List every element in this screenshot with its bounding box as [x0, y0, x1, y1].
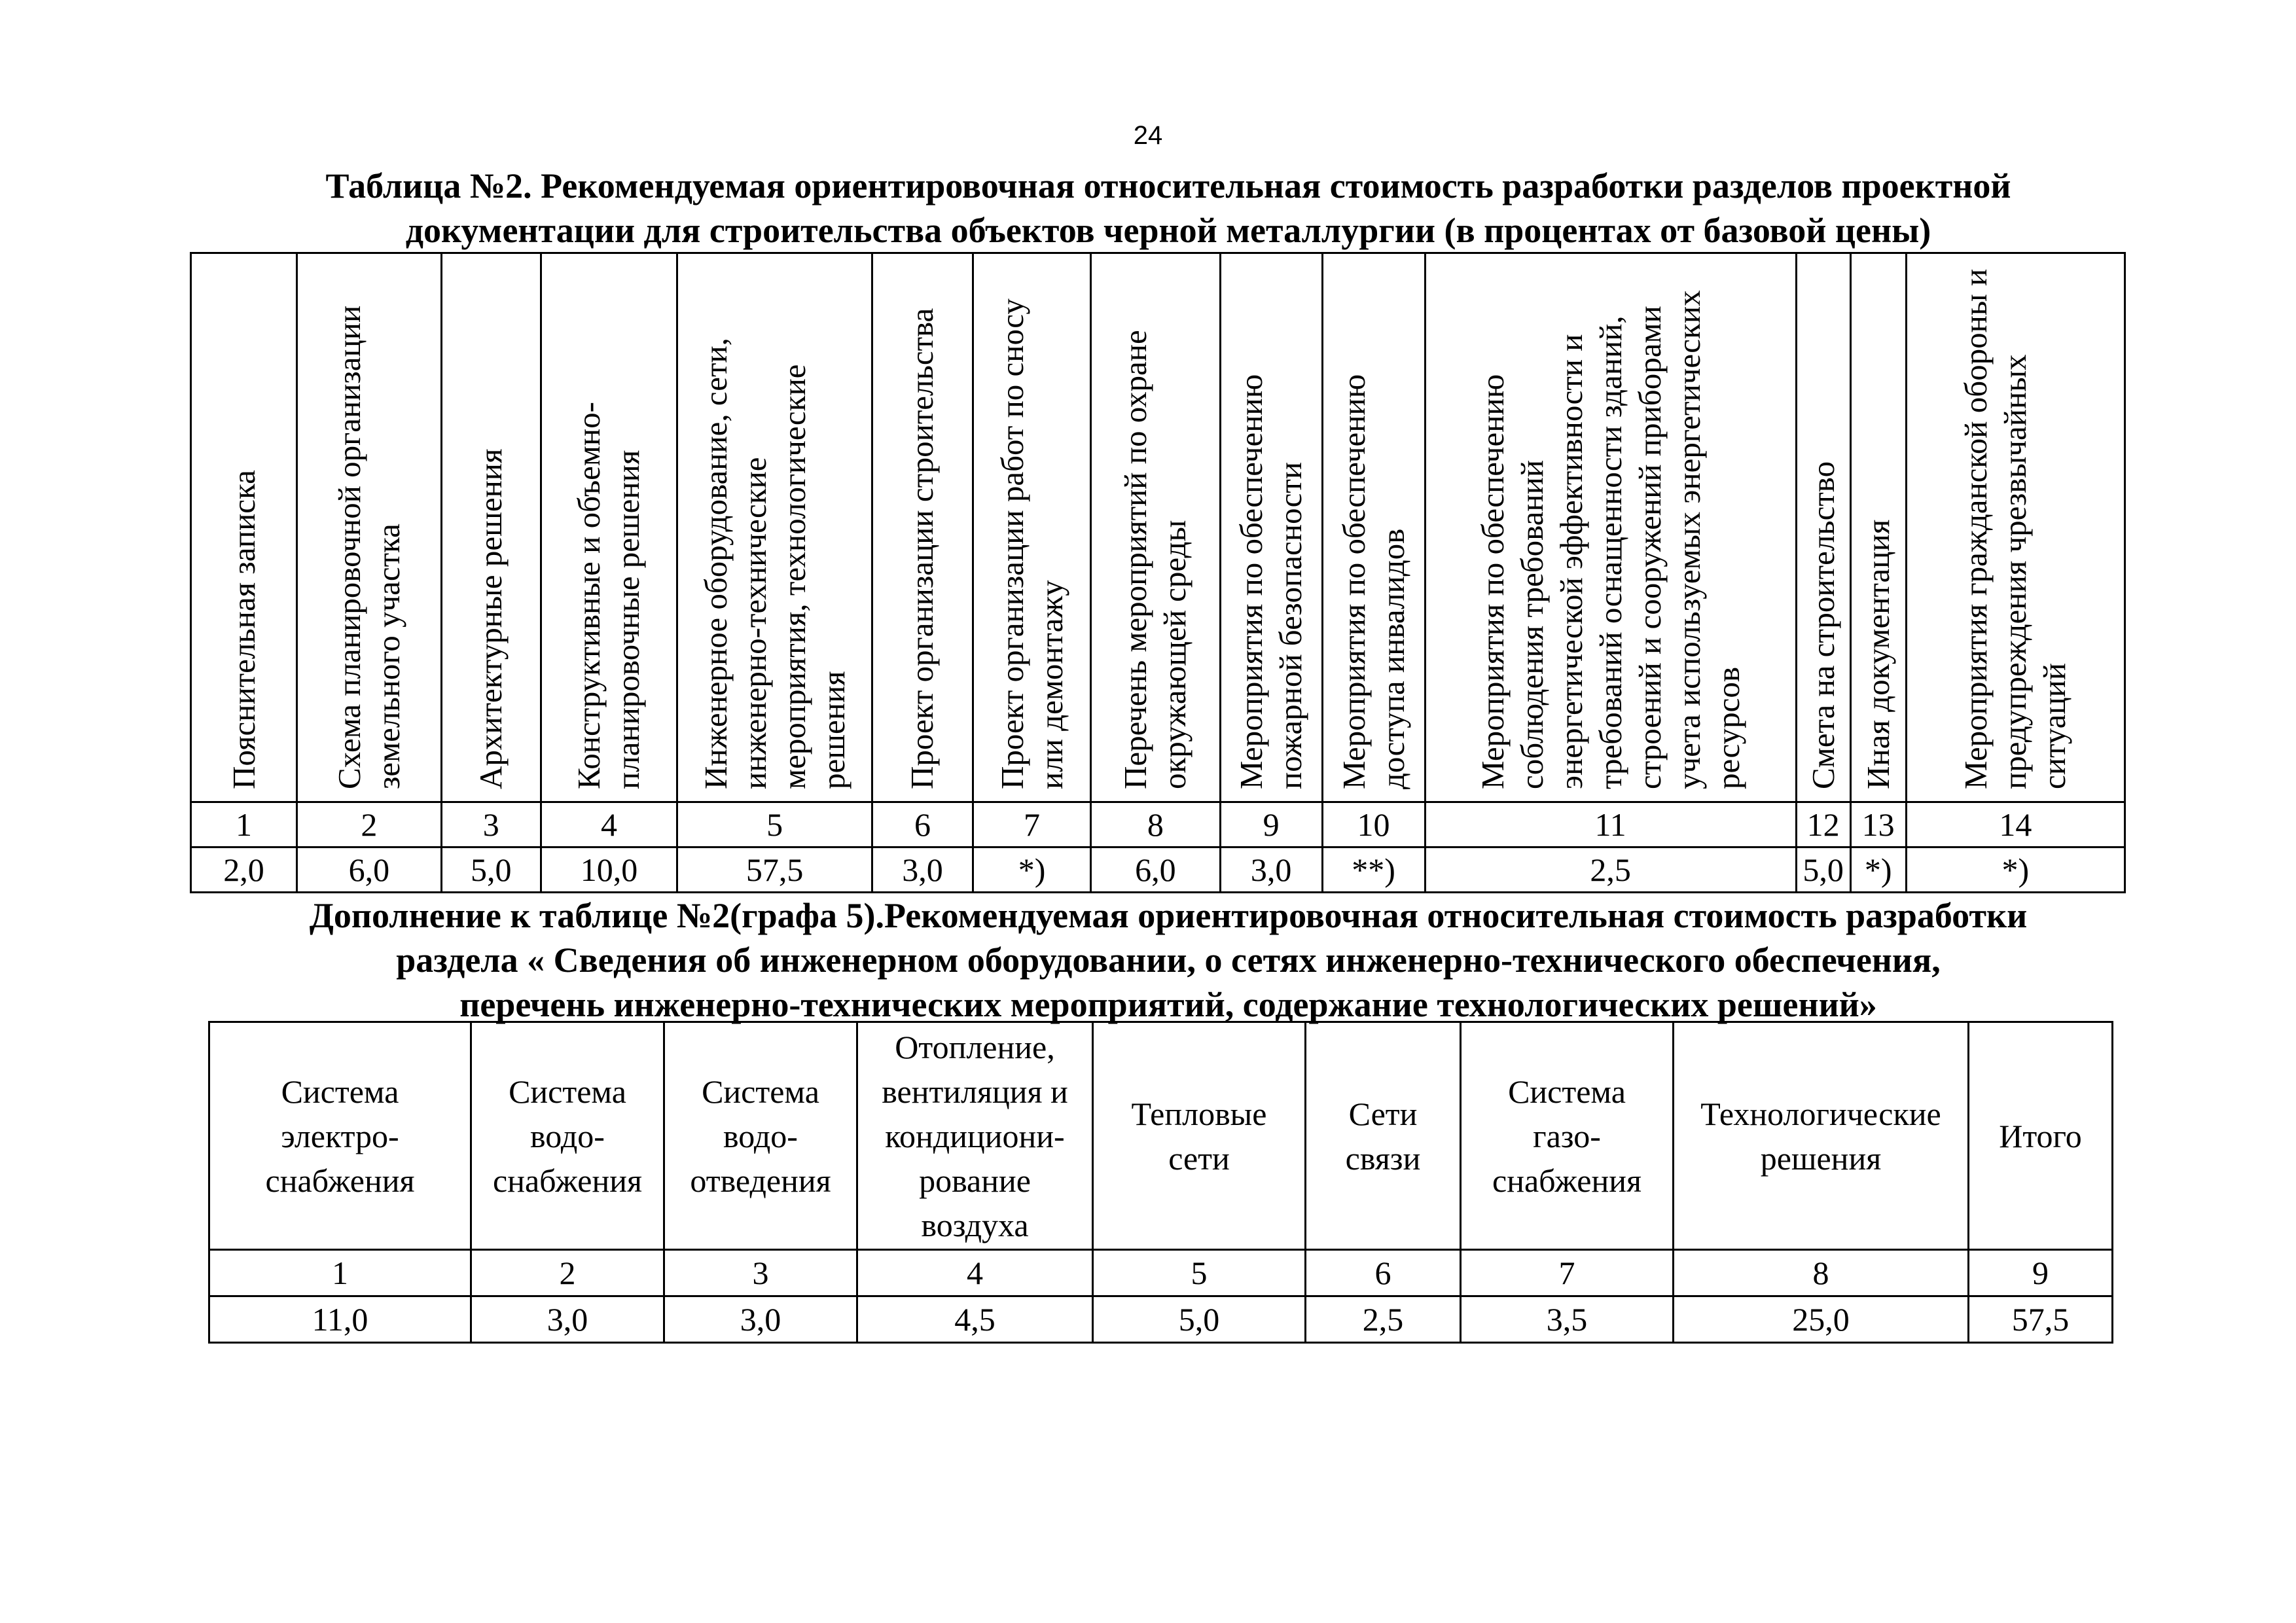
table1-column-number: 2 [297, 802, 442, 847]
table2-title-line: Дополнение к таблице №2(графа 5).Рекомендуемая ориентировочная относительная стоимость разработки [309, 896, 2028, 935]
table1-value-cell: 5,0 [441, 847, 541, 893]
table2-header-line: решения [1760, 1139, 1882, 1177]
table2-header-line: водо- [723, 1117, 798, 1154]
table1-value-cell: 5,0 [1796, 847, 1850, 893]
table1-column-number: 3 [441, 802, 541, 847]
table1-header-label: Архитектурные решения [473, 448, 509, 789]
table2-title-line: перечень инженерно-технических мероприятий, содержание технологических решений» [459, 985, 1877, 1024]
page-number: 24 [1133, 121, 1163, 150]
table2-header-cell [1461, 1022, 1674, 1250]
table1-value-cell: 3,0 [872, 847, 973, 893]
supplement-table [208, 1021, 2113, 1344]
table1-value-cell: *) [1850, 847, 1906, 893]
table1-header-label: Мероприятия гражданской обороны и предупреждения чрезвычайных ситуаций [1958, 268, 2073, 789]
table2-header-line: отведения [690, 1162, 831, 1199]
table1-value-cell: 57,5 [677, 847, 872, 893]
table1-header-label: Мероприятия по обеспечению доступа инвалидов [1335, 374, 1411, 789]
table1-header-label: Пояснительная записка [225, 470, 262, 789]
table1-header-cell [1796, 253, 1850, 802]
table2-header-line: связи [1345, 1139, 1421, 1177]
table2-header-line: воздуха [921, 1206, 1029, 1243]
table2-header-line: газо- [1533, 1117, 1601, 1154]
table1-number-row [191, 802, 2125, 847]
table2-header-cell [1674, 1022, 1969, 1250]
table2-header-line: Сети [1348, 1095, 1418, 1132]
table2-value-cell: 25,0 [1674, 1296, 1969, 1343]
table2-header-line: снабжения [265, 1162, 415, 1199]
table2-header-line: Итого [1999, 1117, 2082, 1154]
table1-value-cell: 6,0 [1091, 847, 1220, 893]
table2-column-number: 8 [1674, 1250, 1969, 1296]
table2-value-cell: 5,0 [1093, 1296, 1306, 1343]
table1-header-cell [441, 253, 541, 802]
table2-number-row [209, 1250, 2113, 1296]
table2-header-line: электро- [281, 1117, 399, 1154]
table2-column-number: 3 [664, 1250, 857, 1296]
table2-value-cell: 57,5 [1969, 1296, 2113, 1343]
table1-header-cell [297, 253, 442, 802]
table2-column-number: 1 [209, 1250, 471, 1296]
table1-header-cell [1906, 253, 2125, 802]
table1-value-cell: *) [1906, 847, 2125, 893]
table2-value-cell: 11,0 [209, 1296, 471, 1343]
table1-title-line: документации для строительства объектов черной металлургии (в процентах от базовой цены) [405, 211, 1931, 250]
table1-column-number: 8 [1091, 802, 1220, 847]
table1-column-number: 7 [973, 802, 1090, 847]
table1-header-cell [973, 253, 1090, 802]
table1-header-cell [1091, 253, 1220, 802]
table1-header-cell [872, 253, 973, 802]
table1-column-number: 11 [1425, 802, 1796, 847]
table2-header-cell [1093, 1022, 1306, 1250]
table1-header-label: Проект организации работ по сносу или демонтажу [994, 298, 1069, 789]
table2-header-line: кондициони- [885, 1117, 1065, 1154]
table1-value-cell: 2,5 [1425, 847, 1796, 893]
table2-header-cell [471, 1022, 664, 1250]
table1-column-number: 9 [1220, 802, 1322, 847]
table1-header-row [191, 253, 2125, 802]
table2-column-number: 2 [471, 1250, 664, 1296]
table2-header-cell [1306, 1022, 1461, 1250]
table2-column-number: 9 [1969, 1250, 2113, 1296]
table2-header-line: Система [509, 1073, 626, 1110]
table2-column-number: 4 [857, 1250, 1093, 1296]
table1-header-label: Мероприятия по обеспечению пожарной безопасности [1233, 374, 1309, 789]
table1-column-number: 6 [872, 802, 973, 847]
table1-title-line: Таблица №2. Рекомендуемая ориентировочная относительная стоимость разработки разделов проектной [325, 166, 2011, 205]
table1-column-number: 5 [677, 802, 872, 847]
table2-header-line: Система [1508, 1073, 1626, 1110]
table1-header-label: Перечень мероприятий по охране окружающей среды [1117, 330, 1193, 789]
table2-header-cell [1969, 1022, 2113, 1250]
table2-value-cell: 3,0 [664, 1296, 857, 1343]
table2-header-line: снабжения [1492, 1162, 1641, 1199]
table1-header-label: Проект организации строительства [904, 308, 941, 789]
table1-header-cell [677, 253, 872, 802]
table2-header-line: Технологические [1700, 1095, 1941, 1132]
table1-header-label: Иная документация [1859, 519, 1896, 789]
table1-column-number: 4 [541, 802, 677, 847]
table2-value-row [209, 1296, 2113, 1343]
table2-column-number: 6 [1306, 1250, 1461, 1296]
table2-header-line: Отопление, [895, 1028, 1055, 1065]
table1-column-number: 1 [191, 802, 297, 847]
table2-header-line: Система [281, 1073, 399, 1110]
table2-header-cell [857, 1022, 1093, 1250]
table1-header-cell [1322, 253, 1425, 802]
table1-header-cell [1220, 253, 1322, 802]
table2-title-line: раздела « Сведения об инженерном оборудовании, о сетях инженерно-технического обеспечения, [396, 940, 1941, 980]
table1-value-cell: 10,0 [541, 847, 677, 893]
table1-header-cell [1850, 253, 1906, 802]
table2-header-line: сети [1168, 1139, 1230, 1177]
table1-header-label: Инженерное оборудование, сети, инженерно-технические мероприятия, технологические решения [697, 338, 852, 789]
table1-header-cell [541, 253, 677, 802]
table2-title [196, 893, 2140, 1027]
table1-column-number: 10 [1322, 802, 1425, 847]
table2-column-number: 7 [1461, 1250, 1674, 1296]
table2-header-cell [664, 1022, 857, 1250]
table2-header-line: рование [919, 1162, 1031, 1199]
table1-header-label: Смета на строительство [1804, 461, 1841, 789]
table1-column-number: 13 [1850, 802, 1906, 847]
table1-value-cell: 6,0 [297, 847, 442, 893]
table2-header-line: Тепловые [1131, 1095, 1267, 1132]
cost-table [190, 252, 2126, 893]
table1-value-row [191, 847, 2125, 893]
table2-value-cell: 3,0 [471, 1296, 664, 1343]
table1-header-label: Конструктивные и объемно-планировочные решения [571, 402, 647, 789]
table1-value-cell: 3,0 [1220, 847, 1322, 893]
table1-header-cell [191, 253, 297, 802]
table2-value-cell: 2,5 [1306, 1296, 1461, 1343]
table2-header-line: снабжения [493, 1162, 642, 1199]
table2-value-cell: 3,5 [1461, 1296, 1674, 1343]
table2-header-line: Система [702, 1073, 819, 1110]
table1-header-cell [1425, 253, 1796, 802]
table1-value-cell: *) [973, 847, 1090, 893]
table1-column-number: 12 [1796, 802, 1850, 847]
table2-value-cell: 4,5 [857, 1296, 1093, 1343]
table2-header-row [209, 1022, 2113, 1250]
table1-value-cell: **) [1322, 847, 1425, 893]
table1-column-number: 14 [1906, 802, 2125, 847]
table2-header-line: водо- [530, 1117, 605, 1154]
table2-column-number: 5 [1093, 1250, 1306, 1296]
table1-value-cell: 2,0 [191, 847, 297, 893]
table1-header-label: Схема планировочной организации земельного участка [331, 305, 406, 789]
table2-header-line: вентиляция и [882, 1073, 1068, 1110]
table1-title [196, 164, 2140, 253]
table1-header-label: Мероприятия по обеспечению соблюдения требований энергетической эффективности и требований оснащенности зданий, строений и сооружений приборами учета используемых энергетических ресурсов [1474, 290, 1746, 789]
table2-header-cell [209, 1022, 471, 1250]
